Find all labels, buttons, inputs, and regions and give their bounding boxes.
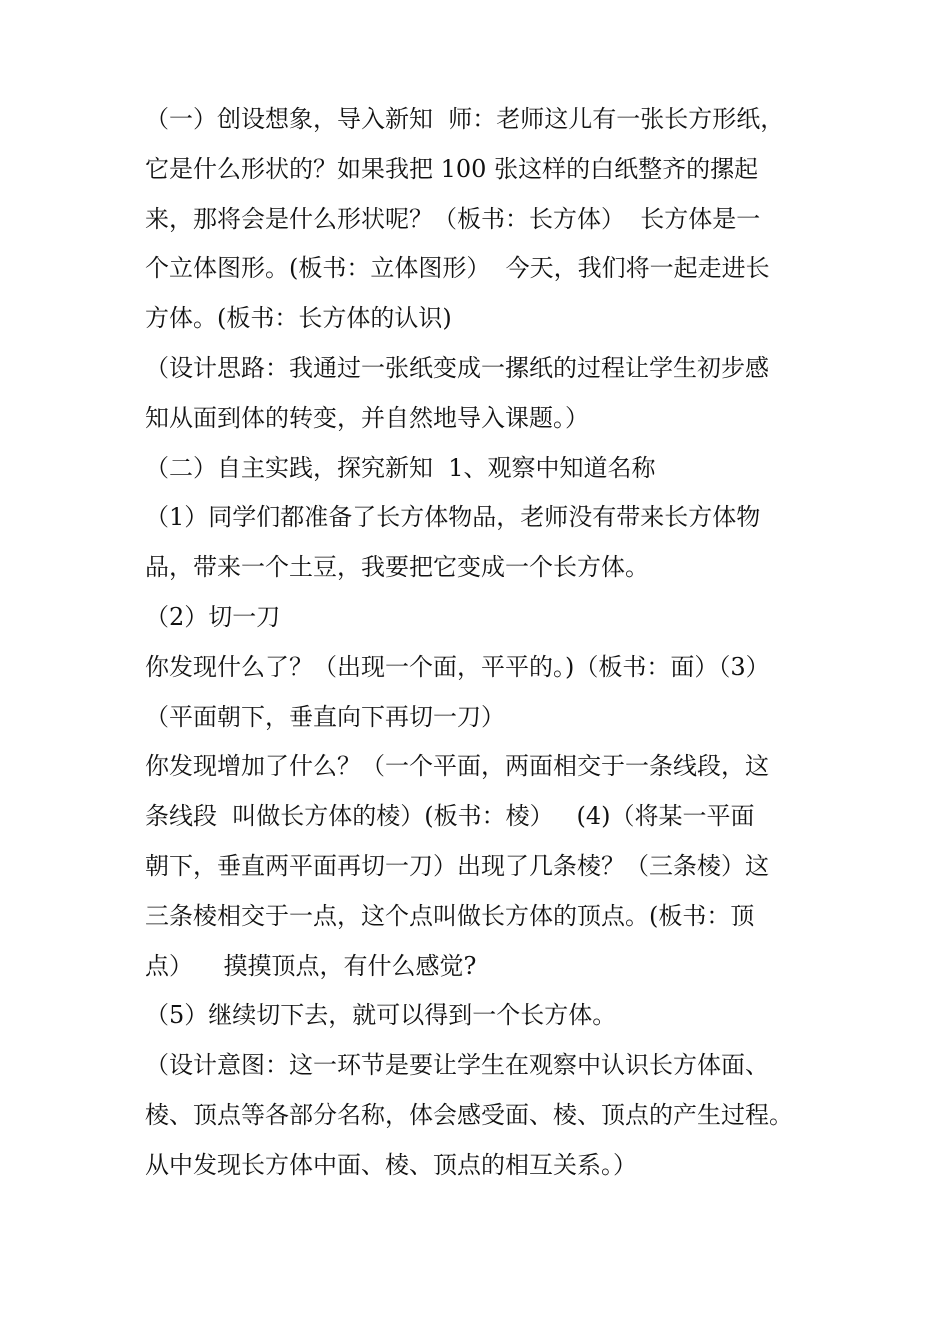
text-line: （1）同学们都准备了长方体物品，老师没有带来长方体物	[145, 503, 761, 532]
document-body	[145, 95, 815, 1191]
text-line: 它是什么形状的？如果我把 100 张这样的白纸整齐的摞起	[145, 154, 759, 183]
text-line: 个立体图形。(板书：立体图形） 今天，我们将一起走进长	[145, 254, 770, 283]
text-line: 你发现增加了什么？（一个平面，两面相交于一条线段，这	[145, 752, 769, 781]
text-line: （一）创设想象，导入新知 师：老师这儿有一张长方形纸，	[145, 105, 785, 133]
text-line: 方体。(板书：长方体的认识)	[145, 304, 452, 333]
text-line: 三条棱相交于一点，这个点叫做长方体的顶点。(板书：顶	[145, 901, 755, 930]
text-line: 棱、顶点等各部分名称，体会感受面、棱、顶点的产生过程。	[145, 1100, 793, 1129]
text-line: （5）继续切下去，就可以得到一个长方体。	[145, 1001, 617, 1030]
text-line: 品，带来一个土豆，我要把它变成一个长方体。	[145, 553, 649, 582]
text-line: 条线段 叫做长方体的棱）(板书：棱） (4)（将某一平面	[145, 802, 755, 831]
text-line: （二）自主实践，探究新知 1、观察中知道名称	[145, 453, 656, 482]
text-line: （设计思路：我通过一张纸变成一摞纸的过程让学生初步感	[145, 353, 769, 382]
text-line: 来，那将会是什么形状呢？（板书：长方体） 长方体是一	[145, 204, 761, 233]
text-line: （平面朝下，垂直向下再切一刀）	[145, 702, 505, 731]
text-line: 知从面到体的转变，并自然地导入课题。）	[145, 403, 589, 432]
text-line: 点） 摸摸顶点，有什么感觉?	[145, 951, 477, 980]
text-line: 你发现什么了？（出现一个面，平平的。)（板书：面）（3）	[145, 652, 770, 681]
text-line: 从中发现长方体中面、棱、顶点的相互关系。）	[145, 1150, 637, 1179]
text-line: 朝下，垂直两平面再切一刀）出现了几条棱？（三条棱）这	[145, 851, 769, 880]
text-line: （2）切一刀	[145, 602, 281, 631]
text-line: （设计意图：这一环节是要让学生在观察中认识长方体面、	[145, 1051, 769, 1080]
